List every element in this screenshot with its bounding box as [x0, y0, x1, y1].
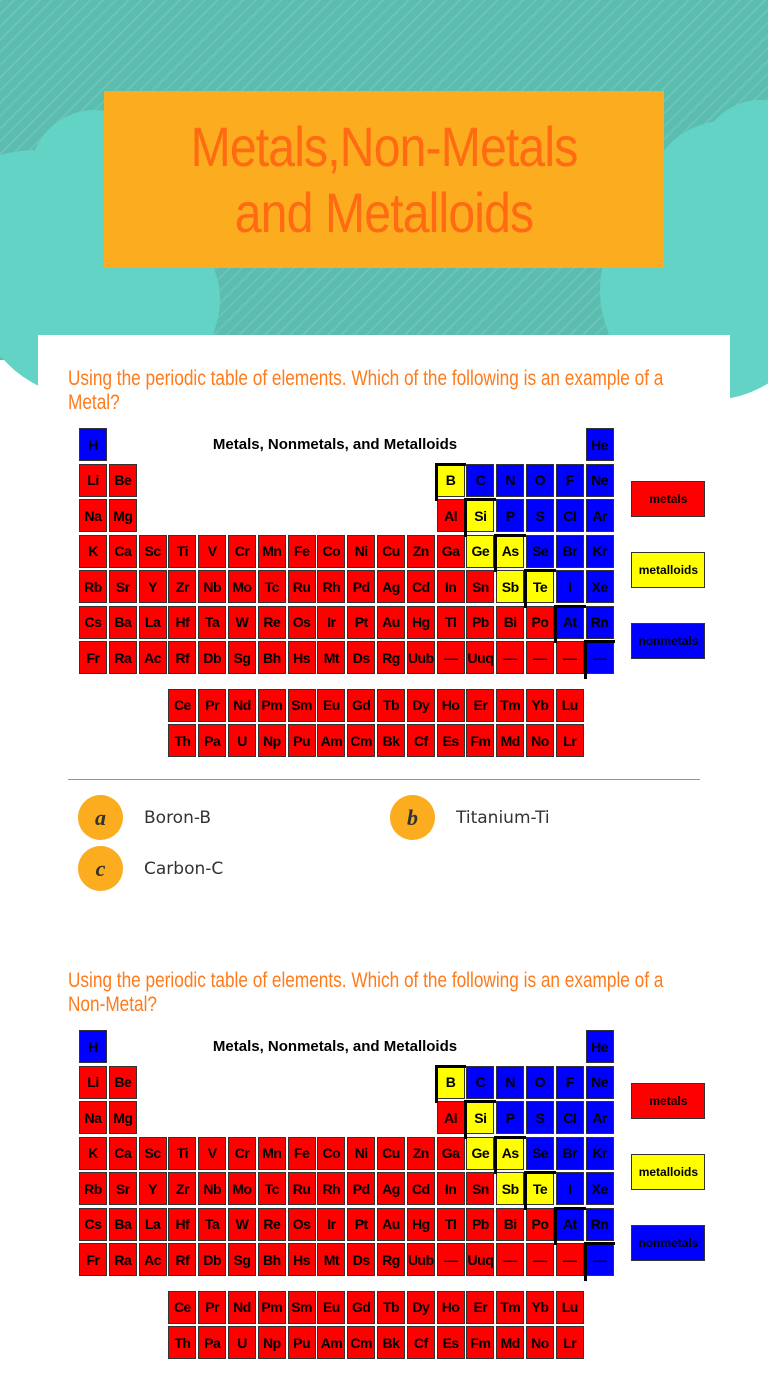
element-cell: Mg — [109, 1101, 137, 1134]
element-cell: U — [228, 724, 256, 757]
element-cell: Sr — [109, 1172, 137, 1205]
element-cell: F — [556, 464, 584, 497]
element-cell: Zn — [407, 1137, 435, 1170]
element-cell: Ga — [437, 1137, 465, 1170]
element-cell: Ca — [109, 535, 137, 568]
element-cell: K — [79, 535, 107, 568]
element-cell: Cm — [347, 724, 375, 757]
element-cell: Gd — [347, 1291, 375, 1324]
element-cell: Ne — [586, 464, 614, 497]
element-cell: Nd — [228, 1291, 256, 1324]
element-cell: P — [496, 1101, 524, 1134]
element-cell: Ge — [466, 1137, 494, 1170]
element-cell: H — [79, 1030, 107, 1063]
element-cell: Rf — [168, 641, 196, 674]
element-cell: Pa — [198, 724, 226, 757]
worksheet-title: Metals,Non-Metals and Metalloids — [190, 114, 578, 244]
element-cell: Md — [496, 724, 524, 757]
element-cell: Cr — [228, 1137, 256, 1170]
element-cell: Nb — [198, 570, 226, 603]
element-cell: Xe — [586, 570, 614, 603]
element-cell: Fe — [288, 535, 316, 568]
metalloid-boundary-line — [435, 463, 467, 466]
element-cell: Yb — [526, 689, 554, 722]
element-cell: Mt — [317, 641, 345, 674]
element-cell: Mn — [258, 1137, 286, 1170]
question-card — [38, 335, 730, 1380]
metalloid-boundary-line — [494, 1137, 497, 1175]
element-cell: Eu — [317, 1291, 345, 1324]
element-cell: W — [228, 1208, 256, 1241]
element-cell: Pm — [258, 1291, 286, 1324]
metalloid-boundary-line — [584, 1242, 616, 1245]
element-cell: Rn — [586, 1208, 614, 1241]
metalloid-boundary-line — [554, 1207, 586, 1210]
element-cell: Kr — [586, 535, 614, 568]
element-cell: Ag — [377, 1172, 405, 1205]
element-cell: Ce — [168, 1291, 196, 1324]
option-label: Titanium-Ti — [456, 807, 550, 828]
worksheet-title-box — [104, 91, 664, 268]
element-cell: F — [556, 1066, 584, 1099]
divider — [68, 779, 700, 780]
element-cell: Gd — [347, 689, 375, 722]
element-cell: Er — [466, 1291, 494, 1324]
element-cell: Pb — [466, 1208, 494, 1241]
element-cell: Si — [466, 499, 494, 532]
element-cell: Re — [258, 606, 286, 639]
metalloid-boundary-line — [524, 570, 527, 608]
element-cell: Ra — [109, 641, 137, 674]
element-cell: Si — [466, 1101, 494, 1134]
element-cell: Ga — [437, 535, 465, 568]
element-cell: Sb — [496, 570, 524, 603]
element-cell: Ca — [109, 1137, 137, 1170]
element-cell: Dy — [407, 689, 435, 722]
element-cell: He — [586, 1030, 614, 1063]
element-cell: Fm — [466, 724, 494, 757]
element-cell: In — [437, 570, 465, 603]
option-label: Carbon-C — [144, 858, 224, 879]
element-cell: Tm — [496, 1291, 524, 1324]
element-cell: Sc — [139, 535, 167, 568]
element-cell: Rf — [168, 1243, 196, 1276]
metalloid-boundary-line — [584, 675, 587, 678]
legend-metals: metals — [631, 481, 705, 517]
element-cell: Zr — [168, 1172, 196, 1205]
element-cell: Bk — [377, 724, 405, 757]
metalloid-boundary-line — [464, 499, 467, 537]
element-cell: Ni — [347, 535, 375, 568]
metalloid-boundary-line — [584, 1243, 587, 1281]
element-cell: Pa — [198, 1326, 226, 1359]
element-cell: Ir — [317, 1208, 345, 1241]
element-cell: Se — [526, 535, 554, 568]
element-cell: O — [526, 1066, 554, 1099]
metalloid-boundary-line — [435, 1065, 467, 1068]
element-cell: Er — [466, 689, 494, 722]
element-cell: Pu — [288, 724, 316, 757]
header-banner — [0, 0, 768, 360]
metalloid-boundary-line — [494, 534, 526, 537]
element-cell: As — [496, 1137, 524, 1170]
element-cell: C — [466, 1066, 494, 1099]
element-cell: Pt — [347, 1208, 375, 1241]
element-cell: U — [228, 1326, 256, 1359]
option-label: Boron-B — [144, 807, 212, 828]
element-cell: Po — [526, 606, 554, 639]
element-cell: Cd — [407, 570, 435, 603]
element-cell: Rh — [317, 570, 345, 603]
question-1-text: Using the periodic table of elements. Which of the following is an example of a Metal? — [68, 367, 664, 414]
element-cell: Sr — [109, 570, 137, 603]
metalloid-boundary-line — [464, 1100, 496, 1103]
question-2-text: Using the periodic table of elements. Which of the following is an example of a Non-Metal? — [68, 969, 664, 1016]
metalloid-boundary-line — [584, 1277, 587, 1280]
element-cell: C — [466, 464, 494, 497]
element-cell: Bk — [377, 1326, 405, 1359]
element-cell: Db — [198, 1243, 226, 1276]
metalloid-boundary-line — [435, 464, 438, 502]
element-cell: Np — [258, 724, 286, 757]
element-cell: — — [496, 641, 524, 674]
element-cell: Sn — [466, 570, 494, 603]
element-cell: Mo — [228, 570, 256, 603]
element-cell: Ar — [586, 1101, 614, 1134]
element-cell: Pd — [347, 570, 375, 603]
element-cell: Hg — [407, 1208, 435, 1241]
element-cell: Hf — [168, 606, 196, 639]
element-cell: Fm — [466, 1326, 494, 1359]
element-cell: Hg — [407, 606, 435, 639]
element-cell: Na — [79, 499, 107, 532]
element-cell: Ru — [288, 1172, 316, 1205]
element-cell: Li — [79, 1066, 107, 1099]
element-cell: Cm — [347, 1326, 375, 1359]
element-cell: Hs — [288, 641, 316, 674]
element-cell: Au — [377, 606, 405, 639]
element-cell: Ni — [347, 1137, 375, 1170]
element-cell: Mo — [228, 1172, 256, 1205]
element-cell: Na — [79, 1101, 107, 1134]
element-cell: Pt — [347, 606, 375, 639]
element-cell: Rg — [377, 1243, 405, 1276]
element-cell: Ta — [198, 1208, 226, 1241]
element-cell: No — [526, 724, 554, 757]
element-cell: S — [526, 499, 554, 532]
element-cell: Sg — [228, 641, 256, 674]
element-cell: Uuq — [466, 1243, 494, 1276]
element-cell: Os — [288, 1208, 316, 1241]
element-cell: Ds — [347, 641, 375, 674]
element-cell: Sg — [228, 1243, 256, 1276]
element-cell: In — [437, 1172, 465, 1205]
element-cell: Pr — [198, 689, 226, 722]
element-cell: Bh — [258, 1243, 286, 1276]
element-cell: Ti — [168, 535, 196, 568]
element-cell: Ti — [168, 1137, 196, 1170]
element-cell: Os — [288, 606, 316, 639]
element-cell: Es — [437, 724, 465, 757]
element-cell: — — [556, 1243, 584, 1276]
element-cell: Mg — [109, 499, 137, 532]
element-cell: Yb — [526, 1291, 554, 1324]
answer-option-a[interactable] — [78, 795, 211, 840]
element-cell: Eu — [317, 689, 345, 722]
element-cell: As — [496, 535, 524, 568]
element-cell: Lu — [556, 1291, 584, 1324]
element-cell: V — [198, 1137, 226, 1170]
element-cell: Uub — [407, 1243, 435, 1276]
element-cell: Tb — [377, 1291, 405, 1324]
metalloid-boundary-line — [554, 605, 586, 608]
element-cell: B — [437, 1066, 465, 1099]
option-badge-a: a — [78, 795, 123, 840]
element-cell: Pb — [466, 606, 494, 639]
element-cell: Ra — [109, 1243, 137, 1276]
element-cell: Sc — [139, 1137, 167, 1170]
answer-option-c[interactable] — [78, 846, 223, 891]
element-cell: Be — [109, 464, 137, 497]
element-cell: — — [526, 641, 554, 674]
legend-nonmetals: nonmetals — [631, 1225, 705, 1261]
element-cell: Ge — [466, 535, 494, 568]
element-cell: Ar — [586, 499, 614, 532]
element-cell: Fe — [288, 1137, 316, 1170]
element-cell: Cf — [407, 724, 435, 757]
element-cell: Cd — [407, 1172, 435, 1205]
legend-metalloids: metalloids — [631, 552, 705, 588]
element-cell: Pu — [288, 1326, 316, 1359]
periodic-table-title: Metals, Nonmetals, and Metalloids — [212, 436, 458, 453]
element-cell: Dy — [407, 1291, 435, 1324]
element-cell: Ir — [317, 606, 345, 639]
element-cell: — — [586, 1243, 614, 1276]
element-cell: Re — [258, 1208, 286, 1241]
element-cell: Sm — [288, 1291, 316, 1324]
element-cell: Zn — [407, 535, 435, 568]
element-cell: Al — [437, 499, 465, 532]
metalloid-boundary-line — [435, 1066, 438, 1104]
element-cell: I — [556, 570, 584, 603]
element-cell: Se — [526, 1137, 554, 1170]
element-cell: N — [496, 464, 524, 497]
element-cell: — — [556, 641, 584, 674]
element-cell: Th — [168, 724, 196, 757]
element-cell: Db — [198, 641, 226, 674]
element-cell: Mn — [258, 535, 286, 568]
element-cell: Be — [109, 1066, 137, 1099]
element-cell: Zr — [168, 570, 196, 603]
element-cell: Nd — [228, 689, 256, 722]
option-badge-b: b — [390, 795, 435, 840]
element-cell: Bi — [496, 1208, 524, 1241]
element-cell: K — [79, 1137, 107, 1170]
element-cell: La — [139, 606, 167, 639]
element-cell: Rb — [79, 570, 107, 603]
element-cell: V — [198, 535, 226, 568]
element-cell: Te — [526, 1172, 554, 1205]
element-cell: Tl — [437, 606, 465, 639]
element-cell: Cr — [228, 535, 256, 568]
element-cell: H — [79, 428, 107, 461]
element-cell: No — [526, 1326, 554, 1359]
element-cell: Cl — [556, 1101, 584, 1134]
element-cell: Cs — [79, 606, 107, 639]
element-cell: Hf — [168, 1208, 196, 1241]
element-cell: P — [496, 499, 524, 532]
element-cell: — — [496, 1243, 524, 1276]
element-cell: Y — [139, 1172, 167, 1205]
element-cell: Pr — [198, 1291, 226, 1324]
element-cell: Cu — [377, 1137, 405, 1170]
element-cell: Ho — [437, 689, 465, 722]
element-cell: Tc — [258, 570, 286, 603]
element-cell: Au — [377, 1208, 405, 1241]
element-cell: Hs — [288, 1243, 316, 1276]
element-cell: Y — [139, 570, 167, 603]
element-cell: At — [556, 606, 584, 639]
metalloid-boundary-line — [494, 1136, 526, 1139]
element-cell: Th — [168, 1326, 196, 1359]
element-cell: Sm — [288, 689, 316, 722]
element-cell: Rb — [79, 1172, 107, 1205]
element-cell: Cl — [556, 499, 584, 532]
metalloid-boundary-line — [554, 606, 557, 644]
element-cell: Lu — [556, 689, 584, 722]
element-cell: Tc — [258, 1172, 286, 1205]
element-cell: Am — [317, 724, 345, 757]
metalloid-boundary-line — [464, 1101, 467, 1139]
element-cell: Lr — [556, 724, 584, 757]
element-cell: Nb — [198, 1172, 226, 1205]
element-cell: — — [526, 1243, 554, 1276]
element-cell: S — [526, 1101, 554, 1134]
element-cell: Ac — [139, 641, 167, 674]
metalloid-boundary-line — [524, 1172, 527, 1210]
element-cell: Ba — [109, 1208, 137, 1241]
element-cell: Te — [526, 570, 554, 603]
element-cell: Bi — [496, 606, 524, 639]
element-cell: Am — [317, 1326, 345, 1359]
element-cell: Mt — [317, 1243, 345, 1276]
element-cell: Co — [317, 535, 345, 568]
element-cell: — — [437, 1243, 465, 1276]
element-cell: Cu — [377, 535, 405, 568]
metalloid-boundary-line — [464, 498, 496, 501]
metalloid-boundary-line — [524, 1171, 556, 1174]
element-cell: Rh — [317, 1172, 345, 1205]
element-cell: Tm — [496, 689, 524, 722]
element-cell: Rg — [377, 641, 405, 674]
element-cell: Pm — [258, 689, 286, 722]
element-cell: Ta — [198, 606, 226, 639]
element-cell: Sn — [466, 1172, 494, 1205]
metalloid-boundary-line — [494, 535, 497, 573]
element-cell: Ne — [586, 1066, 614, 1099]
element-cell: — — [437, 641, 465, 674]
periodic-table-image — [79, 1030, 705, 1361]
element-cell: Ba — [109, 606, 137, 639]
element-cell: B — [437, 464, 465, 497]
element-cell: Al — [437, 1101, 465, 1134]
element-cell: La — [139, 1208, 167, 1241]
element-cell: Fr — [79, 1243, 107, 1276]
element-cell: Bh — [258, 641, 286, 674]
element-cell: Ru — [288, 570, 316, 603]
element-cell: Tl — [437, 1208, 465, 1241]
element-cell: Tb — [377, 689, 405, 722]
element-cell: Br — [556, 535, 584, 568]
element-cell: Pd — [347, 1172, 375, 1205]
element-cell: Xe — [586, 1172, 614, 1205]
element-cell: Es — [437, 1326, 465, 1359]
element-cell: Ce — [168, 689, 196, 722]
element-cell: Np — [258, 1326, 286, 1359]
metalloid-boundary-line — [584, 640, 616, 643]
element-cell: Li — [79, 464, 107, 497]
element-cell: Co — [317, 1137, 345, 1170]
periodic-table-title: Metals, Nonmetals, and Metalloids — [212, 1038, 458, 1055]
metalloid-boundary-line — [584, 641, 587, 679]
element-cell: He — [586, 428, 614, 461]
legend-nonmetals: nonmetals — [631, 623, 705, 659]
element-cell: W — [228, 606, 256, 639]
element-cell: Ds — [347, 1243, 375, 1276]
element-cell: Ho — [437, 1291, 465, 1324]
metalloid-boundary-line — [524, 569, 556, 572]
element-cell: Br — [556, 1137, 584, 1170]
element-cell: Uub — [407, 641, 435, 674]
element-cell: O — [526, 464, 554, 497]
element-cell: Uuq — [466, 641, 494, 674]
element-cell: Kr — [586, 1137, 614, 1170]
element-cell: Ag — [377, 570, 405, 603]
answer-option-b[interactable] — [390, 795, 550, 840]
legend-metalloids: metalloids — [631, 1154, 705, 1190]
element-cell: Ac — [139, 1243, 167, 1276]
element-cell: At — [556, 1208, 584, 1241]
element-cell: — — [586, 641, 614, 674]
element-cell: Cs — [79, 1208, 107, 1241]
element-cell: I — [556, 1172, 584, 1205]
element-cell: Md — [496, 1326, 524, 1359]
element-cell: Rn — [586, 606, 614, 639]
element-cell: N — [496, 1066, 524, 1099]
legend-metals: metals — [631, 1083, 705, 1119]
element-cell: Sb — [496, 1172, 524, 1205]
metalloid-boundary-line — [554, 1208, 557, 1246]
periodic-table-image — [79, 428, 705, 759]
element-cell: Fr — [79, 641, 107, 674]
option-badge-c: c — [78, 846, 123, 891]
element-cell: Po — [526, 1208, 554, 1241]
element-cell: Cf — [407, 1326, 435, 1359]
element-cell: Lr — [556, 1326, 584, 1359]
